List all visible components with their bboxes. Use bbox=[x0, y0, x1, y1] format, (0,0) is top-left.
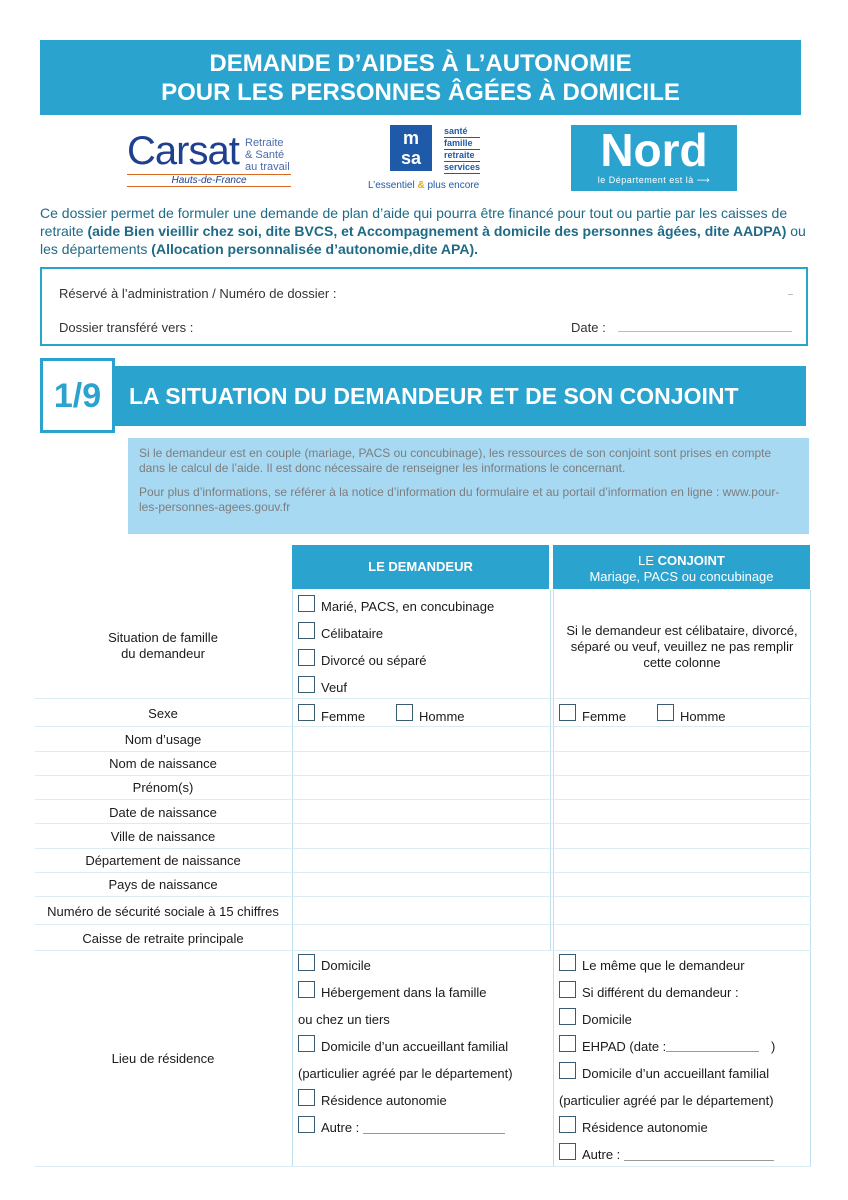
intro-text-2: ou les départements bbox=[40, 223, 806, 257]
famille-divorce-label: Divorcé ou séparé bbox=[321, 653, 427, 668]
conjoint-residence-domicile-checkbox[interactable] bbox=[559, 1008, 576, 1025]
conjoint-femme-checkbox[interactable] bbox=[559, 704, 576, 721]
conjoint-residence-domicile-label: Domicile bbox=[582, 1012, 632, 1027]
prenoms-label: Prénom(s) bbox=[132, 780, 194, 795]
document-title-line1: DEMANDE D’AIDES À L’AUTONOMIE bbox=[209, 50, 632, 77]
conjoint-residence-accueillant-checkbox[interactable] bbox=[559, 1062, 576, 1079]
nom-naissance-label: Nom de naissance bbox=[109, 756, 217, 771]
intro-bold-2: (Allocation personnalisée d’autonomie,dite APA). bbox=[151, 241, 478, 257]
famille-veuf-label: Veuf bbox=[321, 680, 348, 695]
nord-logo-subtitle: le Département est là ⟶ bbox=[597, 175, 711, 185]
row-divider bbox=[35, 775, 811, 776]
sexe-row-label: Sexe bbox=[148, 706, 178, 721]
admin-reserved-box bbox=[40, 267, 808, 346]
conjoint-residence-autonomie-label: Résidence autonomie bbox=[582, 1120, 708, 1135]
row-divider bbox=[35, 924, 811, 925]
column-header-conjoint-title bbox=[553, 553, 810, 569]
column-divider-left bbox=[292, 590, 293, 1166]
row-divider bbox=[35, 950, 811, 951]
conjoint-residence-autre-label: Autre : bbox=[582, 1147, 621, 1162]
msa-logo bbox=[368, 125, 503, 195]
carsat-logo-name: Carsat bbox=[127, 129, 239, 173]
famille-celibataire-label: Célibataire bbox=[321, 626, 384, 641]
demandeur-residence-autre-field[interactable] bbox=[363, 1133, 505, 1134]
demandeur-residence-accueillant-checkbox[interactable] bbox=[298, 1035, 315, 1052]
section-title-bar bbox=[115, 366, 806, 426]
famille-marie-label: Marié, PACS, en concubinage bbox=[321, 599, 495, 614]
conjoint-header-prefix: LE bbox=[638, 553, 658, 568]
row-divider bbox=[35, 848, 811, 849]
conjoint-homme-label: Homme bbox=[680, 709, 726, 724]
row-divider bbox=[35, 872, 811, 873]
conjoint-residence-autre-checkbox[interactable] bbox=[559, 1143, 576, 1160]
column-header-demandeur: LE DEMANDEUR bbox=[292, 545, 549, 589]
msa-word-famille: famille bbox=[444, 138, 480, 150]
intro-text-1: Ce dossier permet de formuler une demande de plan d’aide qui pourra être financé pour tout ou partie par les caisses de retraite bbox=[40, 205, 788, 239]
demandeur-homme-label: Homme bbox=[419, 709, 465, 724]
row-divider bbox=[35, 1166, 811, 1167]
conjoint-residence-meme-label: Le même que le demandeur bbox=[582, 958, 745, 973]
admin-transferred-label: Dossier transféré vers : bbox=[59, 320, 194, 335]
msa-letters-sa: sa bbox=[400, 148, 422, 168]
demandeur-residence-autonomie-label: Résidence autonomie bbox=[321, 1093, 447, 1108]
intro-bold-1: (aide Bien vieillir chez soi, dite BVCS, et Accompagnement à domicile des personnes âgées, dite AADPA) bbox=[87, 223, 787, 239]
msa-tag-amp: & bbox=[417, 180, 425, 191]
admin-dossier-number-label: Réservé à l’administration / Numéro de dossier : bbox=[59, 286, 337, 301]
nord-logo bbox=[571, 125, 737, 191]
column-header-conjoint bbox=[553, 545, 810, 589]
departement-naissance-label: Département de naissance bbox=[85, 853, 241, 868]
conjoint-residence-ehpad-close: ) bbox=[771, 1039, 776, 1054]
msa-tag-start: L’essentiel bbox=[368, 180, 418, 191]
demandeur-residence-famille-label: Hébergement dans la famille bbox=[321, 985, 487, 1000]
pays-naissance-label: Pays de naissance bbox=[108, 877, 218, 892]
msa-logo-words bbox=[444, 126, 480, 174]
caisse-retraite-label: Caisse de retraite principale bbox=[82, 931, 244, 946]
conjoint-femme-label: Femme bbox=[582, 709, 627, 724]
msa-logo-tagline bbox=[368, 180, 479, 191]
carsat-logo bbox=[127, 130, 307, 190]
demandeur-residence-accueillant-label: Domicile d’un accueillant familial bbox=[321, 1039, 509, 1054]
carsat-logo-tagline bbox=[245, 137, 290, 173]
msa-logo-mark bbox=[390, 125, 432, 171]
residence-row-label: Lieu de résidence bbox=[111, 1051, 215, 1066]
demandeur-homme-checkbox[interactable] bbox=[396, 704, 413, 721]
demandeur-residence-domicile-checkbox[interactable] bbox=[298, 954, 315, 971]
conjoint-residence-different-checkbox[interactable] bbox=[559, 981, 576, 998]
date-naissance-label: Date de naissance bbox=[109, 805, 217, 820]
ville-naissance-label: Ville de naissance bbox=[110, 829, 216, 844]
document-title-banner bbox=[40, 40, 801, 115]
intro-paragraph bbox=[40, 204, 810, 258]
conjoint-residence-autonomie-checkbox[interactable] bbox=[559, 1116, 576, 1133]
conjoint-residence-ehpad-checkbox[interactable] bbox=[559, 1035, 576, 1052]
info-paragraph-1: Si le demandeur est en couple (mariage, PACS ou concubinage), les ressources de son conjoint sont prises en compte dans le calcul de l’aide. Il est donc nécessaire de renseigner les informations le concernant. bbox=[139, 446, 772, 475]
row-divider bbox=[35, 751, 811, 752]
column-header-conjoint-subtitle: Mariage, PACS ou concubinage bbox=[589, 569, 774, 584]
famille-marie-checkbox[interactable] bbox=[298, 595, 315, 612]
nom-usage-label: Nom d’usage bbox=[124, 732, 202, 747]
row-divider bbox=[35, 799, 811, 800]
conjoint-residence-ehpad-label: EHPAD (date : bbox=[582, 1039, 667, 1054]
section-number: 1/9 bbox=[40, 358, 115, 433]
carsat-logo-region: Hauts-de-France bbox=[127, 174, 291, 187]
msa-word-services: services bbox=[444, 162, 481, 172]
admin-dossier-number-field[interactable] bbox=[788, 294, 793, 295]
msa-word-sante: santé bbox=[444, 126, 480, 138]
row-divider bbox=[35, 726, 811, 727]
famille-row-label: Situation de famille du demandeur bbox=[108, 630, 218, 661]
admin-date-field[interactable] bbox=[618, 331, 792, 332]
msa-word-retraite: retraite bbox=[444, 150, 480, 162]
row-divider bbox=[35, 698, 811, 699]
demandeur-residence-autre-label: Autre : bbox=[321, 1120, 360, 1135]
msa-letter-m: m bbox=[402, 128, 419, 148]
demandeur-residence-famille-checkbox[interactable] bbox=[298, 981, 315, 998]
carsat-tagline-1: Retraite bbox=[245, 137, 284, 149]
admin-date-label: Date : bbox=[571, 320, 606, 335]
conjoint-homme-checkbox[interactable] bbox=[657, 704, 674, 721]
demandeur-femme-label: Femme bbox=[321, 709, 366, 724]
carsat-tagline-3: au travail bbox=[245, 161, 290, 173]
demandeur-residence-domicile-label: Domicile bbox=[321, 958, 371, 973]
info-paragraph-2: Pour plus d’informations, se référer à la notice d’information du formulaire et au portail d’information en ligne : www.pour-les-personnes-agees.gouv.fr bbox=[139, 485, 780, 514]
conjoint-famille-note: Si le demandeur est célibataire, divorcé, séparé ou veuf, veuillez ne pas remplir cette colonne bbox=[566, 623, 798, 670]
nord-logo-name: Nord bbox=[600, 124, 708, 176]
conjoint-residence-autre-field[interactable] bbox=[624, 1160, 774, 1161]
numero-securite-sociale-label: Numéro de sécurité sociale à 15 chiffres bbox=[47, 904, 279, 919]
demandeur-residence-autonomie-checkbox[interactable] bbox=[298, 1089, 315, 1106]
famille-divorce-checkbox[interactable] bbox=[298, 649, 315, 666]
column-divider-middle-b bbox=[553, 590, 554, 1166]
conjoint-residence-agree-label: (particulier agréé par le département) bbox=[559, 1093, 774, 1108]
demandeur-residence-agree-label: (particulier agréé par le département) bbox=[298, 1066, 513, 1081]
famille-celibataire-checkbox[interactable] bbox=[298, 622, 315, 639]
msa-tag-end: plus encore bbox=[424, 180, 480, 191]
famille-veuf-checkbox[interactable] bbox=[298, 676, 315, 693]
conjoint-residence-meme-checkbox[interactable] bbox=[559, 954, 576, 971]
conjoint-residence-ehpad-date-field[interactable] bbox=[666, 1051, 759, 1052]
column-divider-right bbox=[810, 590, 811, 1166]
row-divider bbox=[35, 823, 811, 824]
conjoint-residence-accueillant-label: Domicile d’un accueillant familial bbox=[582, 1066, 770, 1081]
demandeur-residence-autre-checkbox[interactable] bbox=[298, 1116, 315, 1133]
section-title: LA SITUATION DU DEMANDEUR ET DE SON CONJOINT bbox=[129, 383, 739, 409]
carsat-tagline-2: & Santé bbox=[245, 149, 285, 161]
document-title-line2: POUR LES PERSONNES ÂGÉES À DOMICILE bbox=[161, 79, 680, 106]
demandeur-femme-checkbox[interactable] bbox=[298, 704, 315, 721]
conjoint-header-bold: CONJOINT bbox=[657, 553, 725, 568]
conjoint-residence-different-label: Si différent du demandeur : bbox=[582, 985, 739, 1000]
demandeur-residence-tiers-label: ou chez un tiers bbox=[298, 1012, 390, 1027]
row-divider bbox=[35, 896, 811, 897]
info-box bbox=[128, 438, 809, 534]
